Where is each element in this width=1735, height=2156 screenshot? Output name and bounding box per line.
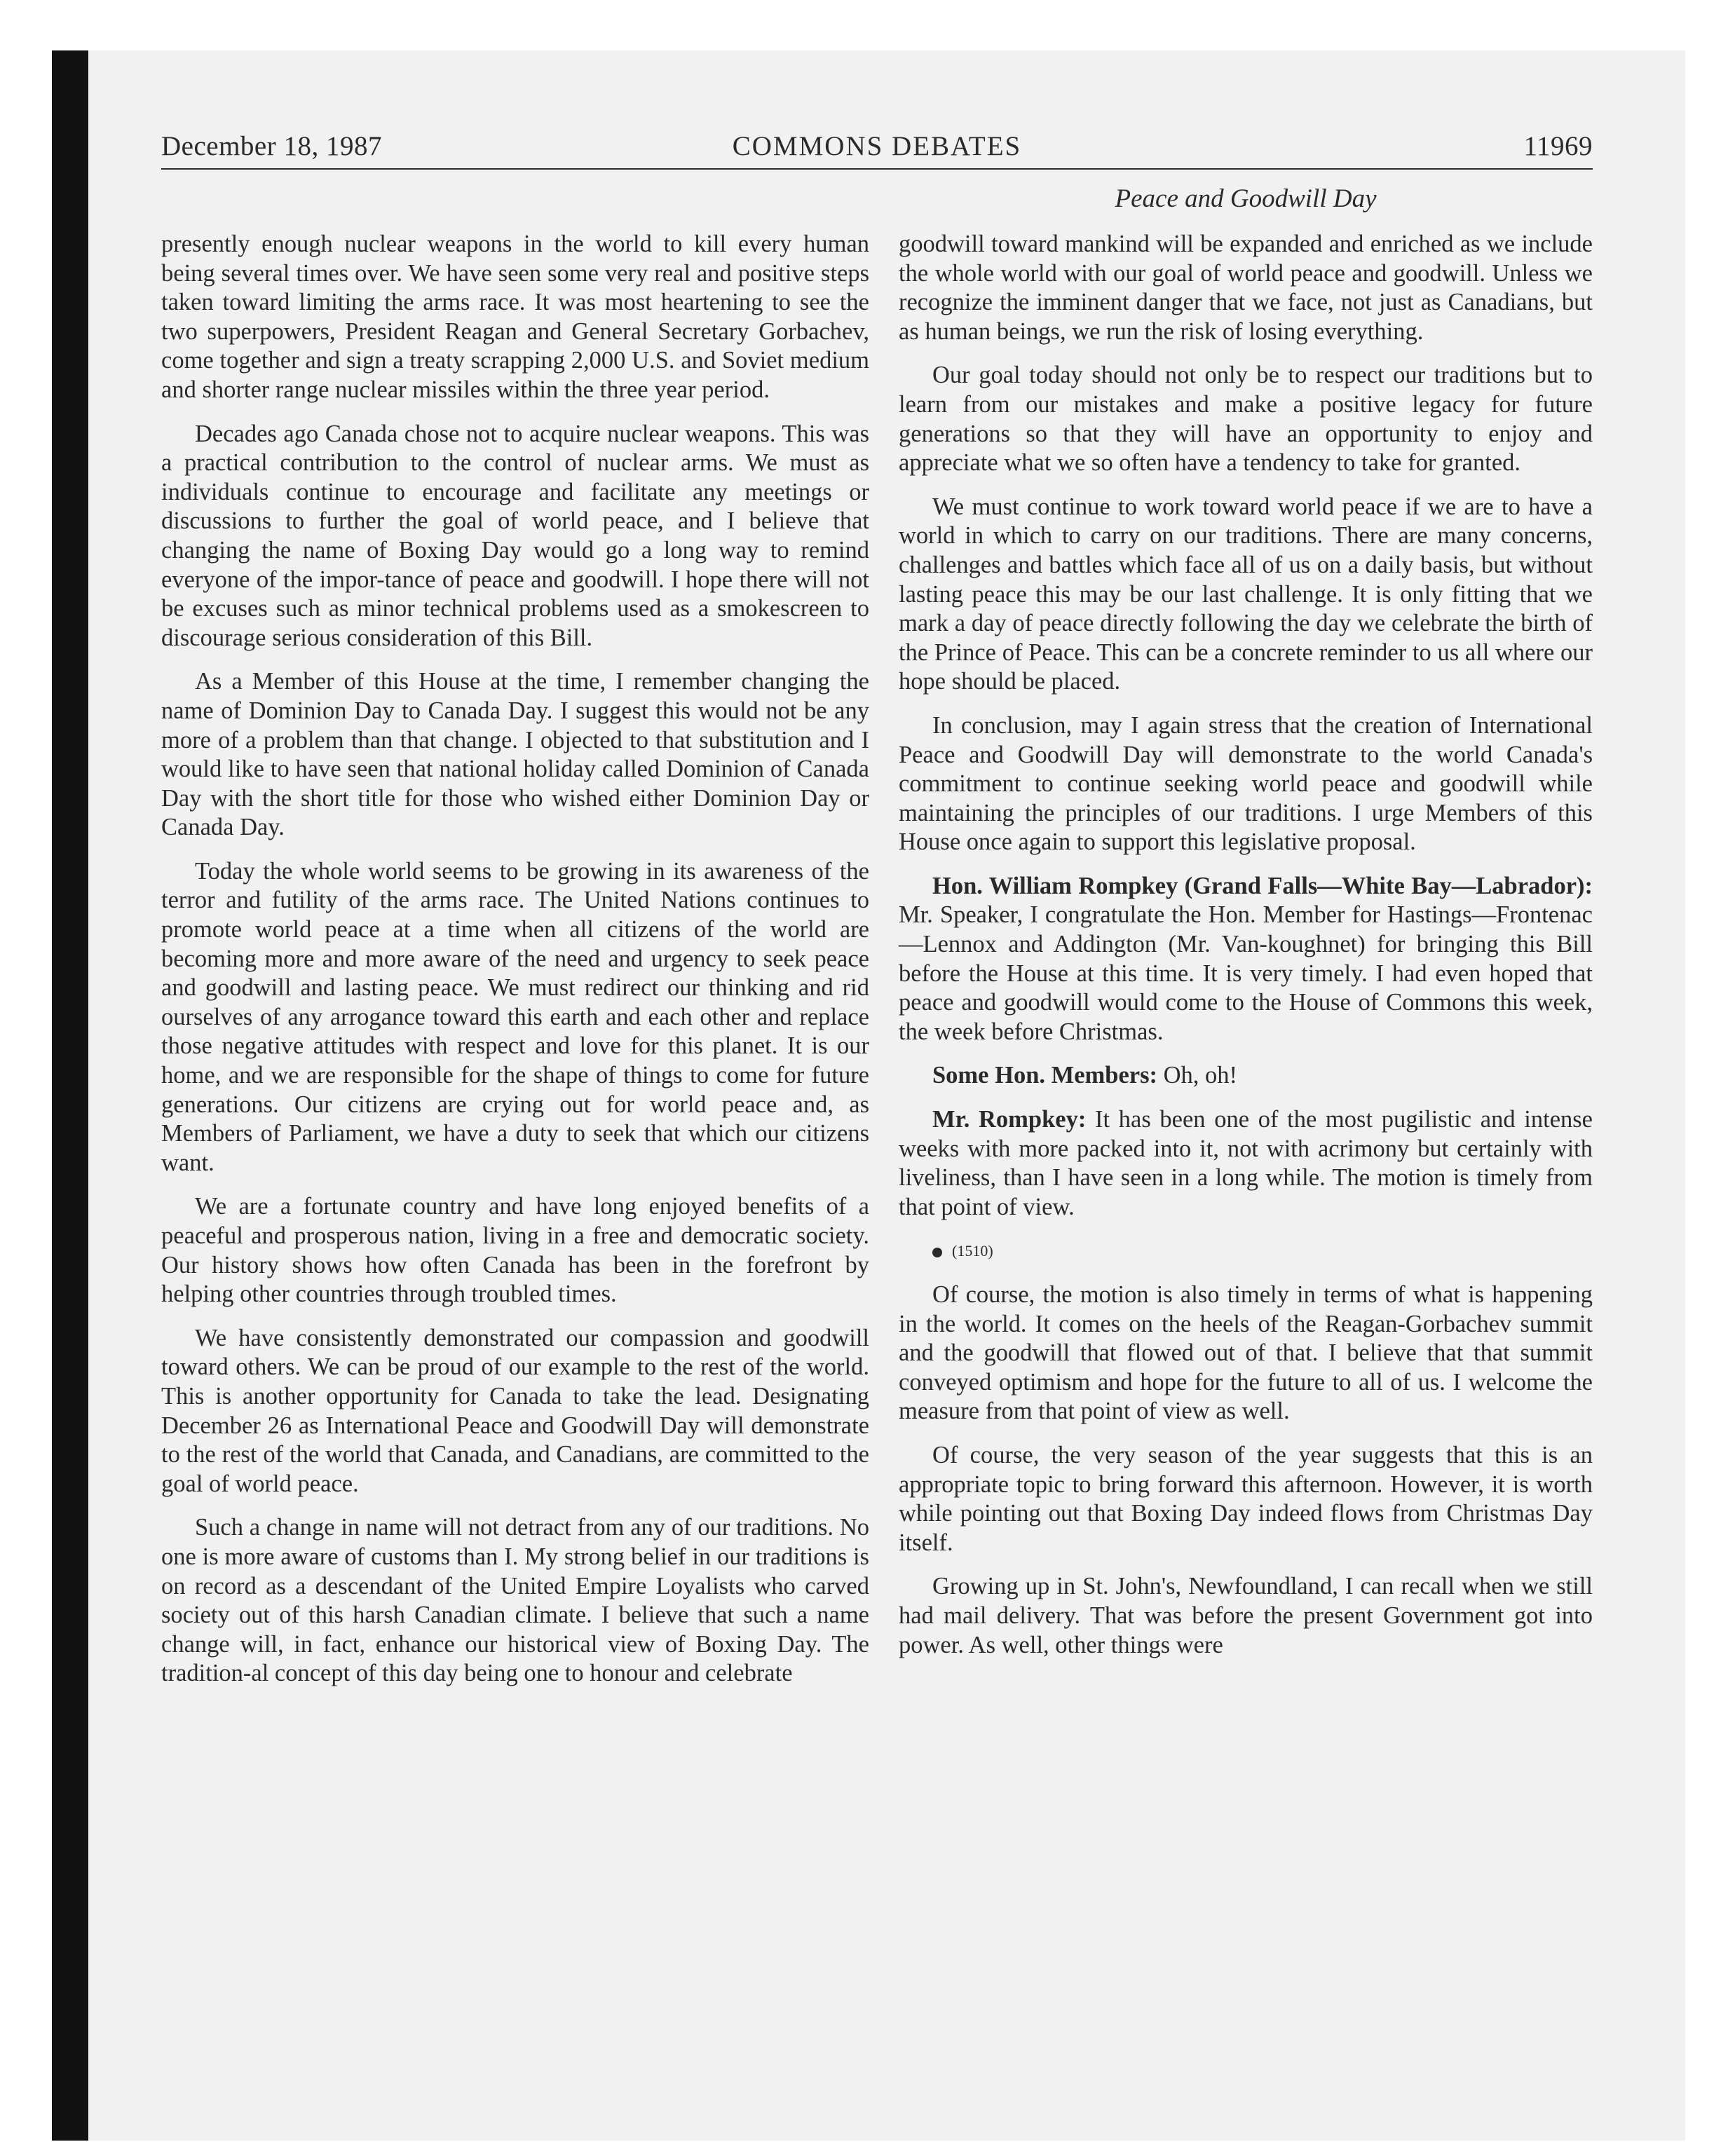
paragraph: Today the whole world seems to be growing in its awareness of the terror and futility of the arms race. The United Nations continues to promote world peace at a time when all citizens of the world are becoming more and more aware of the need and urgency to seek peace and goodwill and lasting peace. We must redirect our thinking and rid ourselves of any arrogance toward this earth and each other and replace those negative attitudes with respect and love for this planet. It is our home, and we are responsible for the shape of things to come for future generations. Our citizens are crying out for world peace and, as Members of Parliament, we have a duty to seek that which our citizens want. [161, 857, 869, 1176]
speech-text: Mr. Speaker, I congratulate the Hon. Member for Hastings—Frontenac—Lennox and Addington (Mr. Van-koughnet) for bringing this Bill before the House at this time. It is very timely. I had even hoped that peace and goodwill would come to the House of Commons this week, the week before Christmas. [899, 901, 1593, 1045]
right-column [899, 230, 1593, 1660]
time-marker-text: (1510) [952, 1242, 993, 1260]
speech-paragraph [899, 1061, 1593, 1091]
time-marker [899, 1236, 1593, 1266]
header-page-number: 11969 [1523, 131, 1593, 161]
paragraph: Such a change in name will not detract from any of our traditions. No one is more aware of customs than I. My strong belief in our traditions is on record as a descendant of the United Empire Loyalists who carved society out of this harsh Canadian climate. I believe that such a name change will, in fact, enhance our historical view of Boxing Day. The tradition-al concept of this day being one to honour and celebrate [161, 1514, 869, 1687]
paragraph: Growing up in St. John's, Newfoundland, I can recall when we still had mail delivery. That was before the present Government got into power. As well, other things were [899, 1573, 1593, 1658]
page-header [161, 130, 1593, 170]
speech-paragraph [899, 872, 1593, 1047]
paragraph: We must continue to work toward world peace if we are to have a world in which to carry on our traditions. There are many concerns, challenges and battles which face all of us on a daily basis, but without lasting peace this may be our last challenge. It is only fitting that we mark a day of peace directly following the day we celebrate the birth of the Prince of Peace. This can be a concrete reminder to us all where our hope should be placed. [899, 493, 1593, 695]
paragraph: As a Member of this House at the time, I remember changing the name of Dominion Day to Canada Day. I suggest this would not be any more of a problem than that change. I objected to that substitution and I would like to have seen that national holiday called Dominion of Canada Day with the short title for those who wished either Dominion Day or Canada Day. [161, 668, 869, 841]
paragraph: In conclusion, may I again stress that the creation of International Peace and Goodwill Day will demonstrate to the world Canada's commitment to continue seeking world peace and goodwill while maintaining the principles of our traditions. I urge Members of this House once again to support this legislative proposal. [899, 711, 1593, 856]
paragraph: presently enough nuclear weapons in the world to kill every human being several times over. We have seen some very real and positive steps taken toward limiting the arms race. It was most heartening to see the two superpowers, President Reagan and General Secretary Gorbachev, come together and sign a treaty scrapping 2,000 U.S. and Soviet medium and shorter range nuclear missiles within the three year period. [161, 231, 869, 403]
speaker-name: Some Hon. Members: [932, 1062, 1157, 1089]
paragraph: Our goal today should not only be to respect our traditions but to learn from our mistakes and make a positive legacy for future generations so that they will have an opportunity to enjoy and appreciate what we so often have a tendency to take for granted. [899, 362, 1593, 477]
speech-paragraph [899, 1105, 1593, 1222]
header-date: December 18, 1987 [161, 131, 382, 161]
header-rule [161, 168, 1593, 170]
speaker-name: Hon. William Rompkey (Grand Falls—White Bay—Labrador): [932, 872, 1593, 899]
speech-text: It has been one of the most pugilistic and intense weeks with more packed into it, not with acrimony but certainly with liveliness, than I have seen in a long while. The motion is timely from that point of view. [899, 1106, 1593, 1220]
paragraph: We are a fortunate country and have long enjoyed benefits of a peaceful and prosperous nation, living in a free and democratic society. Our history shows how often Canada has been in the forefront by helping other countries through troubled times. [161, 1193, 869, 1308]
speaker-name: Mr. Rompkey: [932, 1106, 1087, 1133]
paragraph: goodwill toward mankind will be expanded and enriched as we include the whole world with our goal of world peace and goodwill. Unless we recognize the imminent danger that we face, not just as Canadians, but as human beings, we run the risk of losing everything. [899, 231, 1593, 345]
running-head: Peace and Goodwill Day [1115, 184, 1377, 213]
left-column [161, 230, 869, 1688]
bullet-icon [932, 1248, 942, 1257]
paragraph: Of course, the very season of the year suggests that this is an appropriate topic to bring forward this afternoon. However, it is worth while pointing out that Boxing Day indeed flows from Christmas Day itself. [899, 1441, 1593, 1556]
scan-edge-bar [52, 50, 88, 2141]
paragraph: Of course, the motion is also timely in terms of what is happening in the world. It comes on the heels of the Reagan-Gorbachev summit and the goodwill that flowed out of that. I believe that that summit conveyed optimism and hope for the future to all of us. I welcome the measure from that point of view as well. [899, 1281, 1593, 1425]
speech-text: Oh, oh! [1157, 1062, 1238, 1089]
paragraph: We have consistently demonstrated our compassion and goodwill toward others. We can be proud of our example to the rest of the world. This is another opportunity for Canada to take the lead. Designating December 26 as International Peace and Goodwill Day will demonstrate to the rest of the world that Canada, and Canadians, are committed to the goal of world peace. [161, 1324, 869, 1497]
paragraph: Decades ago Canada chose not to acquire nuclear weapons. This was a practical contribution to the control of nuclear arms. We must as individuals continue to encourage and facilitate any meetings or discussions to further the goal of world peace, and I believe that changing the name of Boxing Day would go a long way to remind everyone of the impor-tance of peace and goodwill. I hope there will not be excuses such as minor technical problems used as a smokescreen to discourage serious consideration of this Bill. [161, 420, 869, 651]
header-publication-title: COMMONS DEBATES [732, 131, 1022, 161]
